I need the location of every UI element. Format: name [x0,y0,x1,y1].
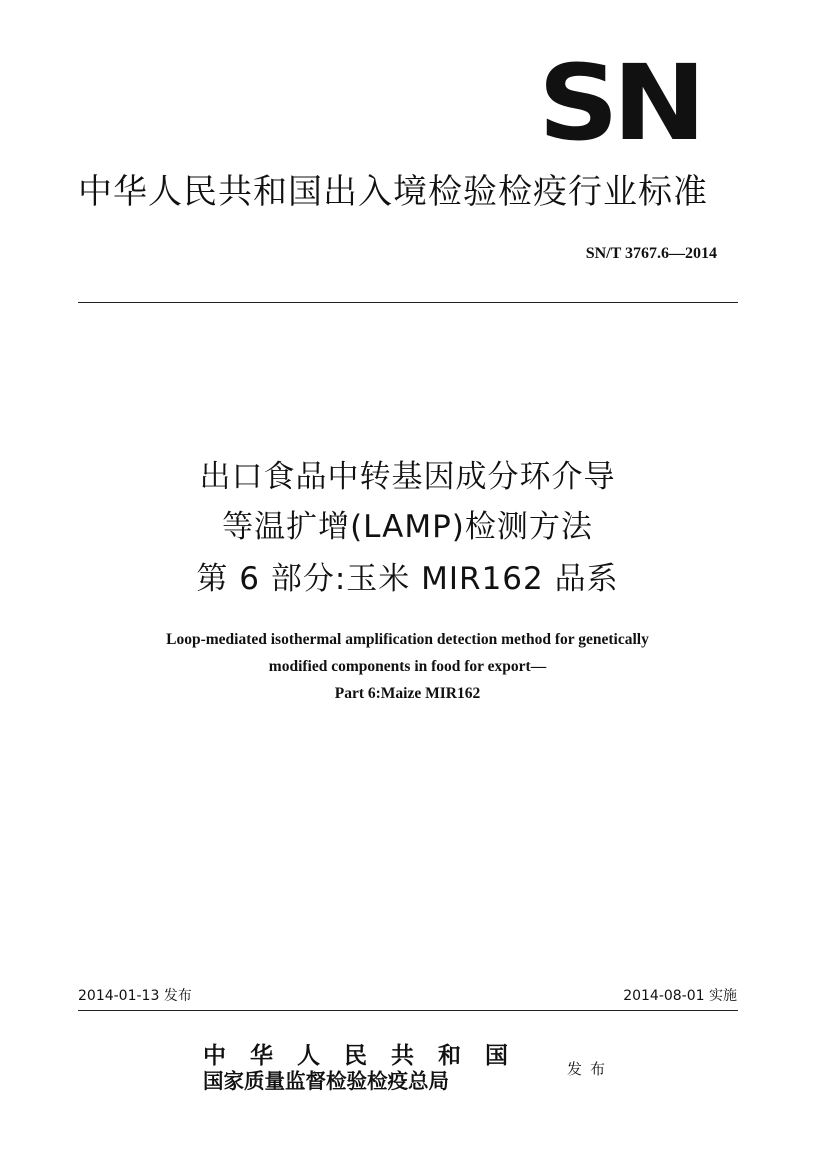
sn-logo: SN [538,42,700,164]
en-title-line-3: Part 6:Maize MIR162 [334,685,481,702]
top-divider [78,302,738,303]
bottom-divider [78,1010,738,1011]
cn-title-line-2: 等温扩增(LAMP)检测方法 [222,509,593,545]
issuer-line-2: 国家质量监督检验检疫总局 [203,1069,449,1093]
issuer-line-1: 中华人民共和国 [203,1042,532,1069]
cn-title-line-3: 第 6 部分:玉米 MIR162 品系 [196,561,619,597]
cn-title-line-1: 出口食品中转基因成分环介导 [199,459,616,495]
standard-code: SN/T 3767.6—2014 [585,245,717,262]
agency-title: 中华人民共和国出入境检验检疫行业标准 [78,172,708,212]
implementation-date: 2014-08-01 实施 [623,988,737,1004]
en-title-line-2: modified components in food for export— [268,658,547,675]
publish-label: 发布 [567,1060,614,1078]
en-title-line-1: Loop-mediated isothermal amplification detection method for genetically [166,631,649,648]
issue-date: 2014-01-13 发布 [78,988,192,1004]
